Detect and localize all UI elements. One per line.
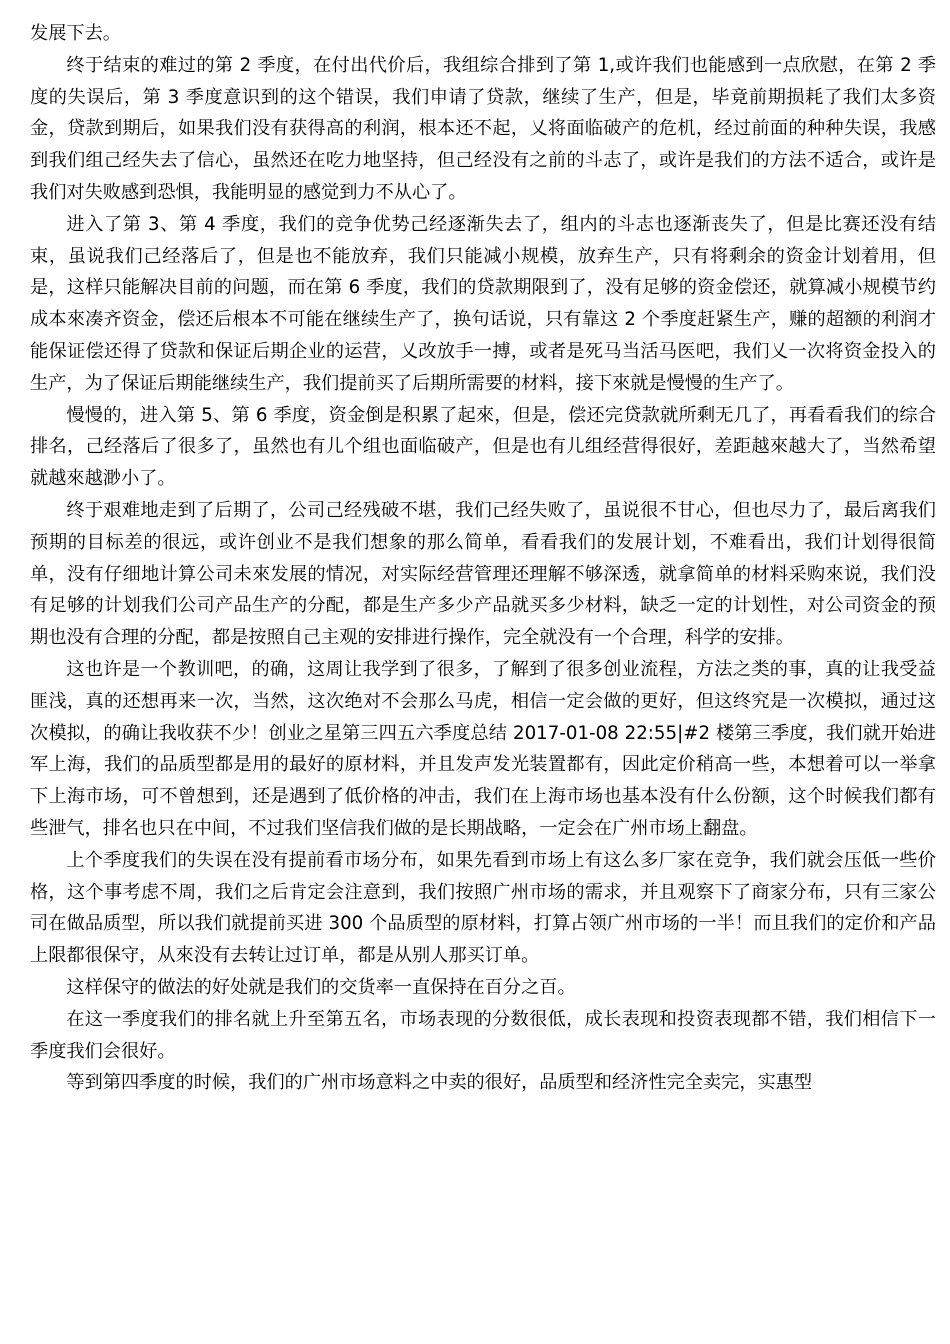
paragraph-4: 慢慢的，进入第 5、第 6 季度，资金倒是积累了起來，但是，偿还完贷款就所剩无几了，再看看我们的综合排名，己经落后了很多了，虽然也有儿个组也面临破产，但是也有儿组经营得很好，差距越來越大了，当然希望就越來越渺小了。: [30, 404, 936, 490]
paragraph-2: 终于结束的难过的第 2 季度，在付出代价后，我组综合排到了第 1,或许我们也能感到一点欣慰，在第 2 季度的失误后，第 3 季度意识到的这个错误，我们申请了贷款，继续了生产，但是，毕竟前期损耗了我们太多资金，贷款到期后，如果我们没有获得高的利润，根本还不起，乂将面临破产的危机，经过前面的种种失误，我感到我们组己经失去了信心，虽然还在吃力地坚持，但己经没有之前的斗志了，或许是我们的方法不适合，或许是我们对失败感到恐惧，我能明显的感觉到力不从心了。: [30, 54, 936, 203]
paragraph-3: 进入了第 3、第 4 季度，我们的竞争优势己经逐渐失去了，组内的斗志也逐渐丧失了，但是比赛还没有结束，虽说我们己经落后了，但是也不能放弃，我们只能减小规模，放弃生产，只有将剩余的资金计划着用，但是，这样只能解决目前的问题，而在第 6 季度，我们的贷款期限到了，没有足够的资金偿还，就算减小规模节约成本來凑齐资金，偿还后根本不可能在继续生产了，换句话说，只有靠这 2 个季度赶紧生产，赚的超额的利润才能保证偿还得了贷款和保证后期企业的运营，乂改放手一搏，或者是死马当活马医吧，我们乂一次将资金投入的生产，为了保证后期能继续生产，我们提前买了后期所需要的材料，接下來就是慢慢的生产了。: [30, 213, 936, 394]
paragraph-1: 发展下去。: [30, 23, 121, 44]
paragraph-9: 在这一季度我们的排名就上升至第五名，市场表现的分数很低，成长表现和投资表现都不错，我们相信下一季度我们会很好。: [30, 1008, 936, 1062]
paragraph-7: 上个季度我们的失误在没有提前看市场分布，如果先看到市场上有这么多厂家在竞争，我们就会压低一些价格，这个事考虑不周，我们之后肯定会注意到，我们按照广州市场的需求，并且观察下了商家分布，只有三家公司在做品质型，所以我们就提前买进 300 个品质型的原材料，打算占领广州市场的一半！而且我们的定价和产品上限都很保守，从來没有去转让过订单，都是从别人那买订单。: [30, 849, 936, 967]
paragraph-8: 这样保守的做法的好处就是我们的交货率一直保持在百分之百。: [66, 976, 576, 998]
paragraph-6: 这也许是一个教训吧，的确，这周让我学到了很多，了解到了很多创业流程，方法之类的事，真的让我受益匪浅，真的还想再来一次，当然，这次绝对不会那么马虎，相信一定会做的更好，但这终究是一次模拟，通过这次模拟，的确让我收获不少！创业之星第三四五六季度总结 2017-01-08 22:55|#2 楼第三季度，我们就开始进军上海，我们的品质型都是用的最好的原材料，并且发声发光装置都有，因此定价稍高一些，本想着可以一举拿下上海市场，可不曾想到，还是遇到了低价格的冲击，我们在上海市场也基本没有什么份额，这个时候我们都有些泄气，排名也只在中间，不过我们坚信我们做的是长期战略，一定会在广州市场上翻盘。: [30, 658, 936, 839]
paragraph-10: 等到第四季度的时候，我们的广州市场意料之中卖的很好，品质型和经济性完全卖完，实惠型: [66, 1072, 813, 1094]
paragraph-5: 终于艰难地走到了后期了，公司己经残破不堪，我们己经失败了，虽说很不甘心，但也尽力了，最后离我们预期的目标差的很远，或许创业不是我们想象的那么简单，看看我们的发展计划，不难看出，我们计划得很简单，没有仔细地计算公司未來发展的情况，对实际经营管理还理解不够深透，就拿简单的材料采购來说，我们没有足够的计划我们公司产品生产的分配，都是生产多少产品就买多少材料，缺乏一定的计划性，对公司资金的预期也没有合理的分配，都是按照自己主观的安排进行操作，完全就没有一个合理，科学的安排。: [30, 499, 936, 649]
